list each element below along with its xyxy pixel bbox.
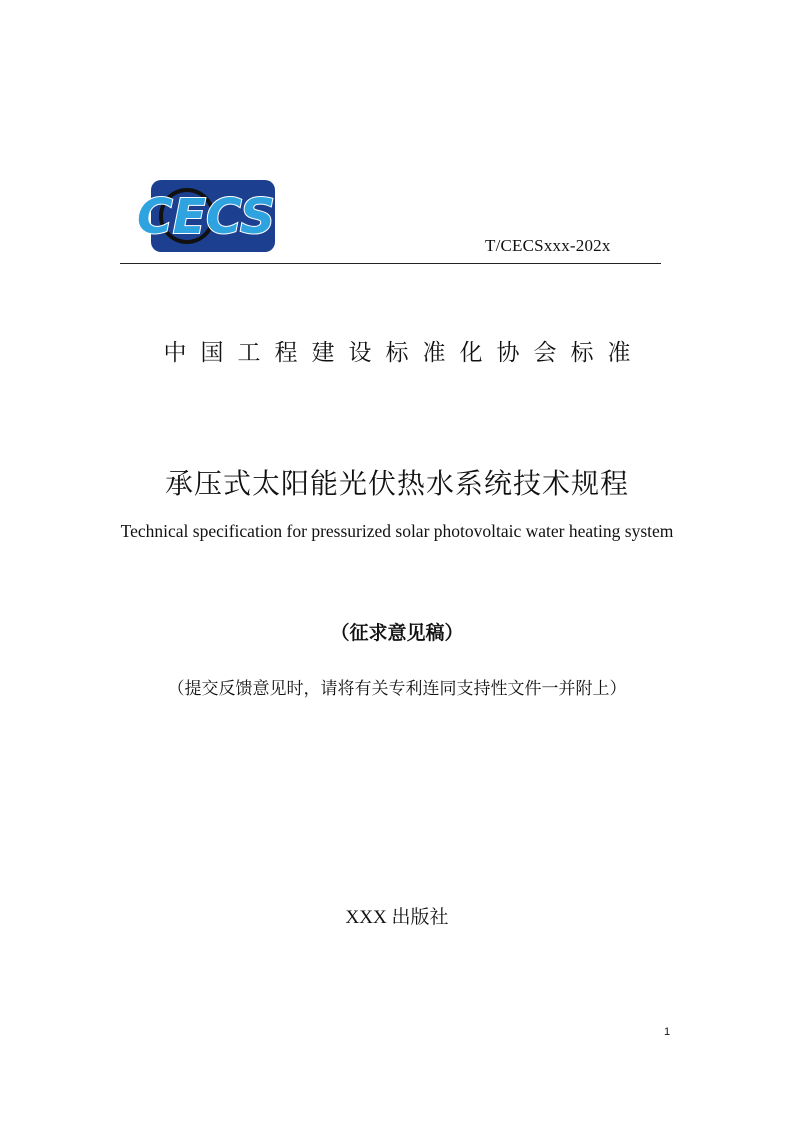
cecs-logo [135,178,279,254]
publisher: XXX 出版社 [345,907,449,928]
document-title-english: Technical specification for pressurized solar photovoltaic water heating system [120,521,674,541]
association-name: 中国工程建设标准化协会标准 [163,340,645,366]
page-number: 1 [664,1026,671,1038]
header-divider [120,263,661,264]
submission-note: （提交反馈意见时，请将有关专利连同支持性文件一并附上） [167,679,627,699]
draft-label: （征求意见稿） [330,622,464,644]
document-title-chinese: 承压式太阳能光伏热水系统技术规程 [164,467,629,500]
svg-text:CECS: CECS [137,189,275,245]
standard-code: T/CECSxxx-202x [485,236,611,255]
